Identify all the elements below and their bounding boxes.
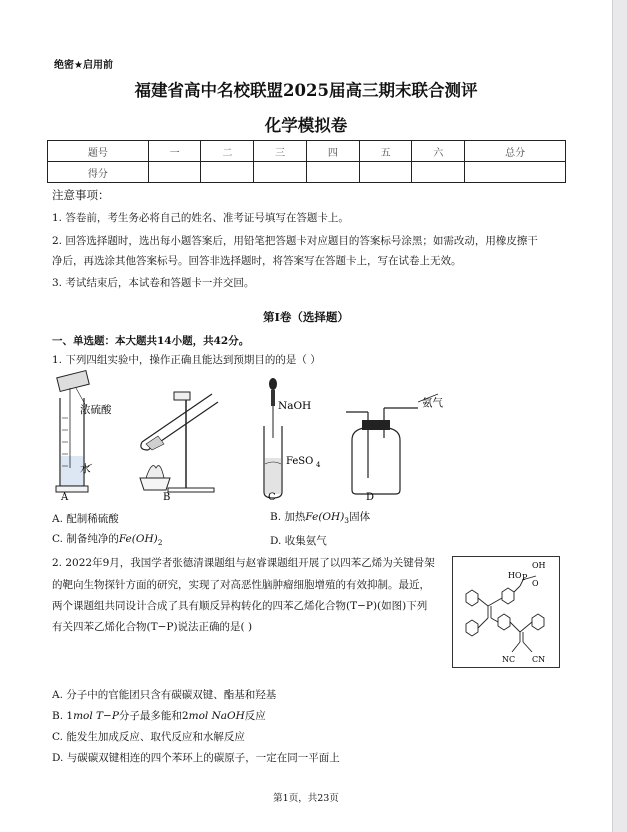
q2-stem-line: 有关四苯乙烯化合物(T−P)说法正确的是( ) [52,621,253,633]
notice-item: 3. 考试结束后，本试卷和答题卡一并交回。 [52,277,255,289]
q1-option-d: D. 收集氨气 [270,535,327,547]
figure-letter-c: C [268,492,276,503]
score-table [47,140,566,183]
label-o: O [532,579,539,588]
notice-item: 1. 答卷前，考生务必将自己的姓名、准考证号填写在答题卡上。 [52,212,349,224]
label-water: 水 [80,463,91,475]
label-cn: CN [532,655,546,664]
q1-apparatus-figure [46,368,466,508]
part-heading: 一、单选题：本大题共14小题，共42分。 [52,335,250,347]
score-cell [465,162,566,183]
apparatus-c-dropper [264,378,282,498]
q2-option-d: D. 与碳碳双键相连的四个苯环上的碳原子，一定在同一平面上 [52,752,340,764]
label-ammonia: 氨气 [422,397,443,409]
label-feso4: FeSO [286,456,314,467]
figure-letter-b: B [163,492,171,503]
score-cell [359,162,412,183]
label-feso4-sub: 4 [316,461,321,469]
score-header-cell: 六 [412,141,465,162]
score-header-cell: 一 [148,141,201,162]
scrollbar-track[interactable] [612,0,627,832]
notice-heading: 注意事项： [52,188,110,202]
label-p: P [522,573,528,582]
score-cell [148,162,201,183]
notice-item: 2. 回答选择题时，选出每小题答案后，用铅笔把答题卡对应题目的答案标号涂黑；如需改动，用橡皮擦干 [52,235,538,247]
score-cell [306,162,359,183]
label-naoh: NaOH [278,400,312,412]
score-cell [201,162,254,183]
q1-stem: 1. 下列四组实验中，操作正确且能达到预期目的的是（ ） [52,354,321,366]
score-cell [254,162,307,183]
score-table-score-row [48,162,566,183]
score-header-cell: 四 [306,141,359,162]
score-table-header-row [48,141,566,162]
secret-label: 绝密★启用前 [54,60,113,71]
score-header-cell: 三 [254,141,307,162]
page-footer: 第1页，共23页 [273,793,339,804]
apparatus-d-gas-bottle [346,394,438,494]
exam-title: 福建省高中名校联盟2025届高三期末联合测评 [134,81,478,100]
notice-item: 净后，再选涂其他答案标号。回答非选择题时，将答案写在答题卡上，写在试卷上无效。 [52,255,462,267]
label-conc-acid: 浓硫酸 [80,404,112,416]
label-oh: OH [532,561,546,570]
q2-stem-line: 2. 2022年9月，我国学者张德清课题组与赵睿课题组开展了以四苯乙烯为关键骨架 [52,557,435,569]
section-title: 第Ⅰ卷（选择题） [263,310,349,324]
q1-option-a: A. 配制稀硫酸 [52,513,119,525]
exam-subtitle: 化学模拟卷 [264,116,348,135]
figure-letter-d: D [366,492,375,503]
q2-option-c: C. 能发生加成反应、取代反应和水解反应 [52,731,245,743]
q2-stem-line: 两个课题组共同设计合成了具有顺反异构转化的四苯乙烯化合物(T−P)(如图)下列 [52,600,428,612]
q2-option-b: B. 1mol T−P分子最多能和2mol NaOH反应 [52,710,266,722]
q1-option-c: C. 制备纯净的$Fe(OH)_2$ [52,533,163,548]
score-row-label: 得分 [48,162,149,183]
q1-option-b: B. 加热$Fe(OH)_3$固体 [270,511,371,526]
score-header-cell: 二 [201,141,254,162]
figure-letter-a: A [61,492,69,503]
score-header-cell: 总分 [465,141,566,162]
score-header-cell: 题号 [48,141,149,162]
label-ho: HO [508,571,522,580]
score-header-cell: 五 [359,141,412,162]
label-nc: NC [502,655,516,664]
q2-structure-figure [452,556,560,668]
q2-stem-line: 的靶向生物探针方面的研究，实现了对高恶性脑肿瘤细胞增殖的有效抑制。最近， [52,579,430,591]
q2-option-a: A. 分子中的官能团只含有碳碳双键、酯基和羟基 [52,689,277,701]
apparatus-b-heating [140,392,218,492]
score-cell [412,162,465,183]
